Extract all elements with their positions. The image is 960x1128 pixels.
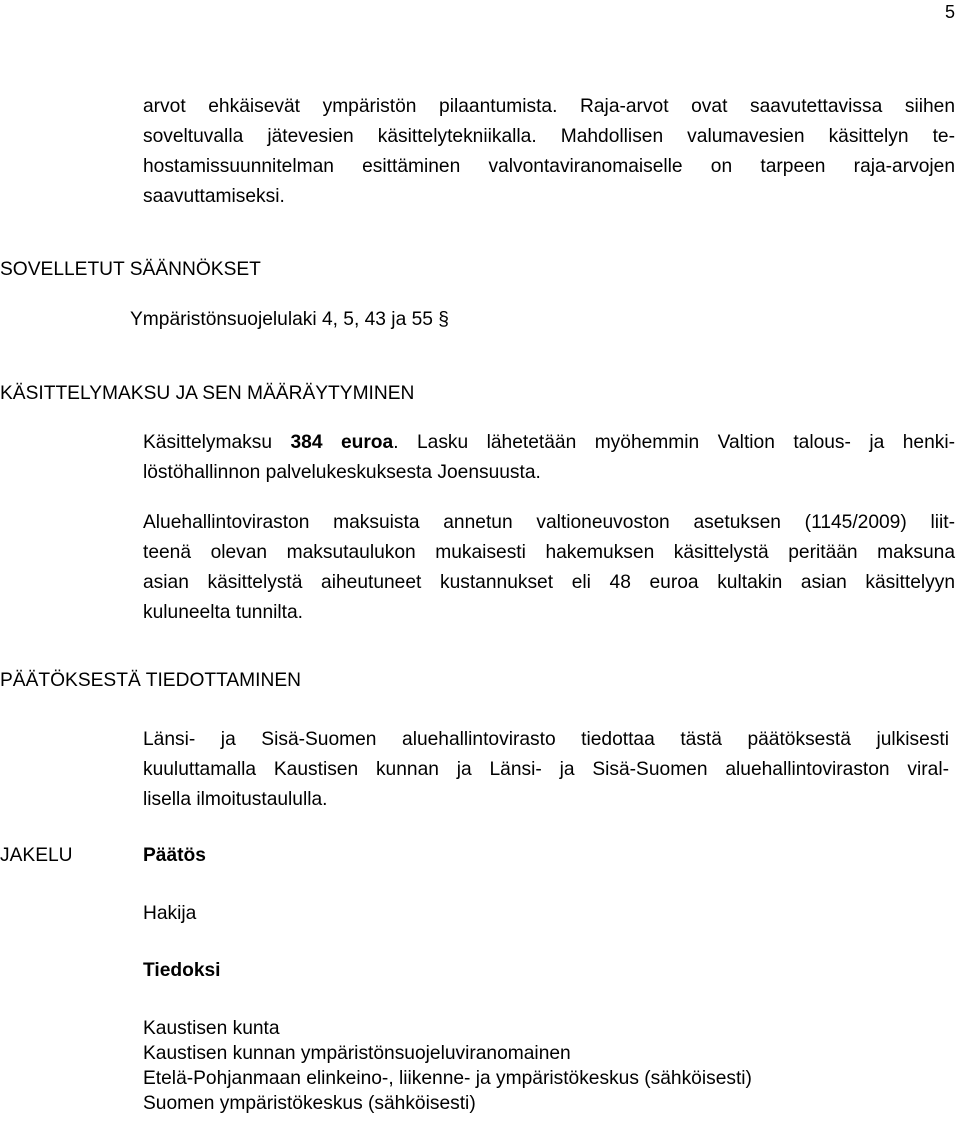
text-line: lisella ilmoitustaululla. <box>143 789 328 810</box>
info-recipients-list <box>143 1016 752 1116</box>
fee-text-suffix: . Lasku lähetetään myöhemmin Valtion talous- ja henki- <box>393 432 955 453</box>
applied-rules-heading: SOVELLETUT SÄÄNNÖKSET <box>0 259 261 280</box>
list-item: Kaustisen kunnan ympäristönsuojeluviranomainen <box>143 1043 571 1064</box>
text-line: saavuttamiseksi. <box>143 186 285 207</box>
decision-recipient: Hakija <box>143 903 197 924</box>
distribution-heading: JAKELU <box>0 845 73 866</box>
info-label: Tiedoksi <box>143 960 221 981</box>
text-line <box>143 428 955 458</box>
fee-paragraph <box>143 428 955 488</box>
applied-rules-text: Ympäristönsuojelulaki 4, 5, 43 ja 55 § <box>130 309 449 330</box>
text-line: soveltuvalla jätevesien käsittelytekniikalla. Mahdollisen valumavesien käsittelyn te- <box>143 126 955 147</box>
announcement-paragraph <box>143 725 949 815</box>
decision-label: Päätös <box>143 845 206 866</box>
fee-basis-paragraph <box>143 508 955 628</box>
text-line: asian käsittelystä aiheutuneet kustannukset eli 48 euroa kultakin asian käsittelyyn <box>143 572 955 593</box>
fee-heading: KÄSITTELYMAKSU JA SEN MÄÄRÄYTYMINEN <box>0 383 415 404</box>
fee-text-prefix: Käsittelymaksu <box>143 432 291 453</box>
text-line: löstöhallinnon palvelukeskuksesta Joensuusta. <box>143 462 541 483</box>
text-line: kuluneelta tunnilta. <box>143 602 304 623</box>
text-line: arvot ehkäisevät ympäristön pilaantumista. Raja-arvot ovat saavutettavissa siihen <box>143 96 955 117</box>
text-line: hostamissuunnitelman esittäminen valvontaviranomaiselle on tarpeen raja-arvojen <box>143 156 955 177</box>
text-line: teenä olevan maksutaulukon mukaisesti hakemuksen käsittelystä peritään maksuna <box>143 542 955 563</box>
intro-paragraph <box>143 92 955 212</box>
announcement-heading: PÄÄTÖKSESTÄ TIEDOTTAMINEN <box>0 670 302 691</box>
page-number: 5 <box>944 2 955 22</box>
text-line: Länsi- ja Sisä-Suomen aluehallintovirasto tiedottaa tästä päätöksestä julkisesti <box>143 729 949 750</box>
text-line: kuuluttamalla Kaustisen kunnan ja Länsi- ja Sisä-Suomen aluehallintoviraston viral- <box>143 759 949 780</box>
list-item: Etelä-Pohjanmaan elinkeino-, liikenne- ja ympäristökeskus (sähköisesti) <box>143 1068 752 1089</box>
list-item: Suomen ympäristökeskus (sähköisesti) <box>143 1093 476 1114</box>
list-item: Kaustisen kunta <box>143 1018 280 1039</box>
fee-amount: 384 euroa <box>290 432 394 453</box>
text-line: Aluehallintoviraston maksuista annetun valtioneuvoston asetuksen (1145/2009) liit- <box>143 512 955 533</box>
